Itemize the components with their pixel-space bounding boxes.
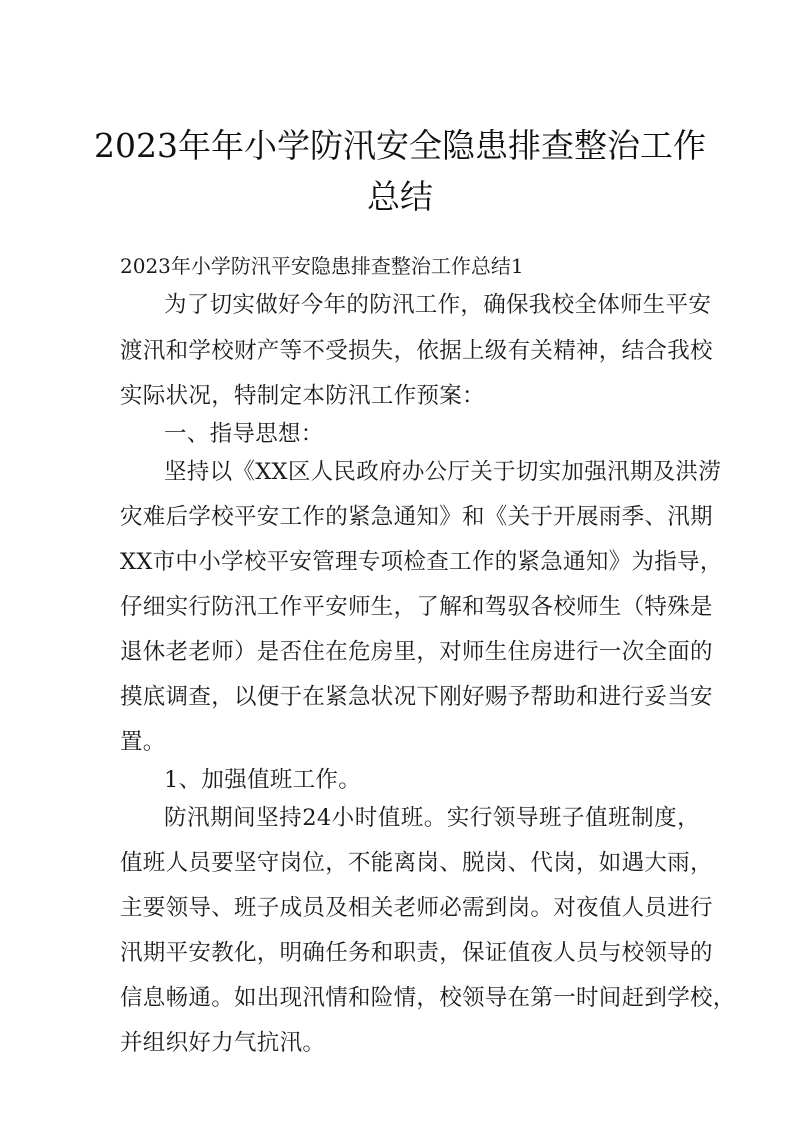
paragraph-line: XX市中小学校平安管理专项检查工作的紧急通知》为指导， <box>120 549 723 575</box>
paragraph-line: 信息畅通。如出现汛情和险情，校领导在第一时间赶到学校， <box>120 985 736 1011</box>
document-title-line-2: 总结 <box>367 177 433 216</box>
paragraph-line: 灾难后学校平安工作的紧急通知》和《关于开展雨季、汛期 <box>120 504 713 530</box>
section-subtitle: 2023年小学防汛平安隐患排查整治工作总结1 <box>120 254 524 278</box>
section-heading: 1、加强值班工作。 <box>164 767 362 793</box>
paragraph-line: 坚持以《XX区人民政府办公厅关于切实加强汛期及洪涝 <box>164 459 722 485</box>
paragraph-line: 置。 <box>120 729 166 755</box>
paragraph-line: 仔细实行防汛工作平安师生，了解和驾驭各校师生（特殊是 <box>120 594 713 620</box>
paragraph-line: 防汛期间坚持24小时值班。实行领导班子值班制度， <box>164 805 700 831</box>
paragraph-line: 汛期平安教化，明确任务和职责，保证值夜人员与校领导的 <box>120 940 713 966</box>
paragraph-line: 值班人员要坚守岗位，不能离岗、脱岗、代岗，如遇大雨， <box>120 850 713 876</box>
paragraph-line: 实际状况，特制定本防汛工作预案： <box>120 383 485 409</box>
section-heading: 一、指导思想： <box>164 421 324 447</box>
document-title-line-1: 2023年年小学防汛安全隐患排查整治工作 <box>94 126 706 165</box>
paragraph-line: 并组织好力气抗汛。 <box>120 1030 326 1056</box>
paragraph-line: 渡汛和学校财产等不受损失，依据上级有关精神，结合我校 <box>120 338 713 364</box>
paragraph-line: 摸底调查，以便于在紧急状况下刚好赐予帮助和进行妥当安 <box>120 684 713 710</box>
paragraph-line: 为了切实做好今年的防汛工作，确保我校全体师生平安 <box>164 292 712 318</box>
paragraph-line: 退休老老师）是否住在危房里，对师生住房进行一次全面的 <box>120 639 713 665</box>
paragraph-line: 主要领导、班子成员及相关老师必需到岗。对夜值人员进行 <box>120 895 713 921</box>
